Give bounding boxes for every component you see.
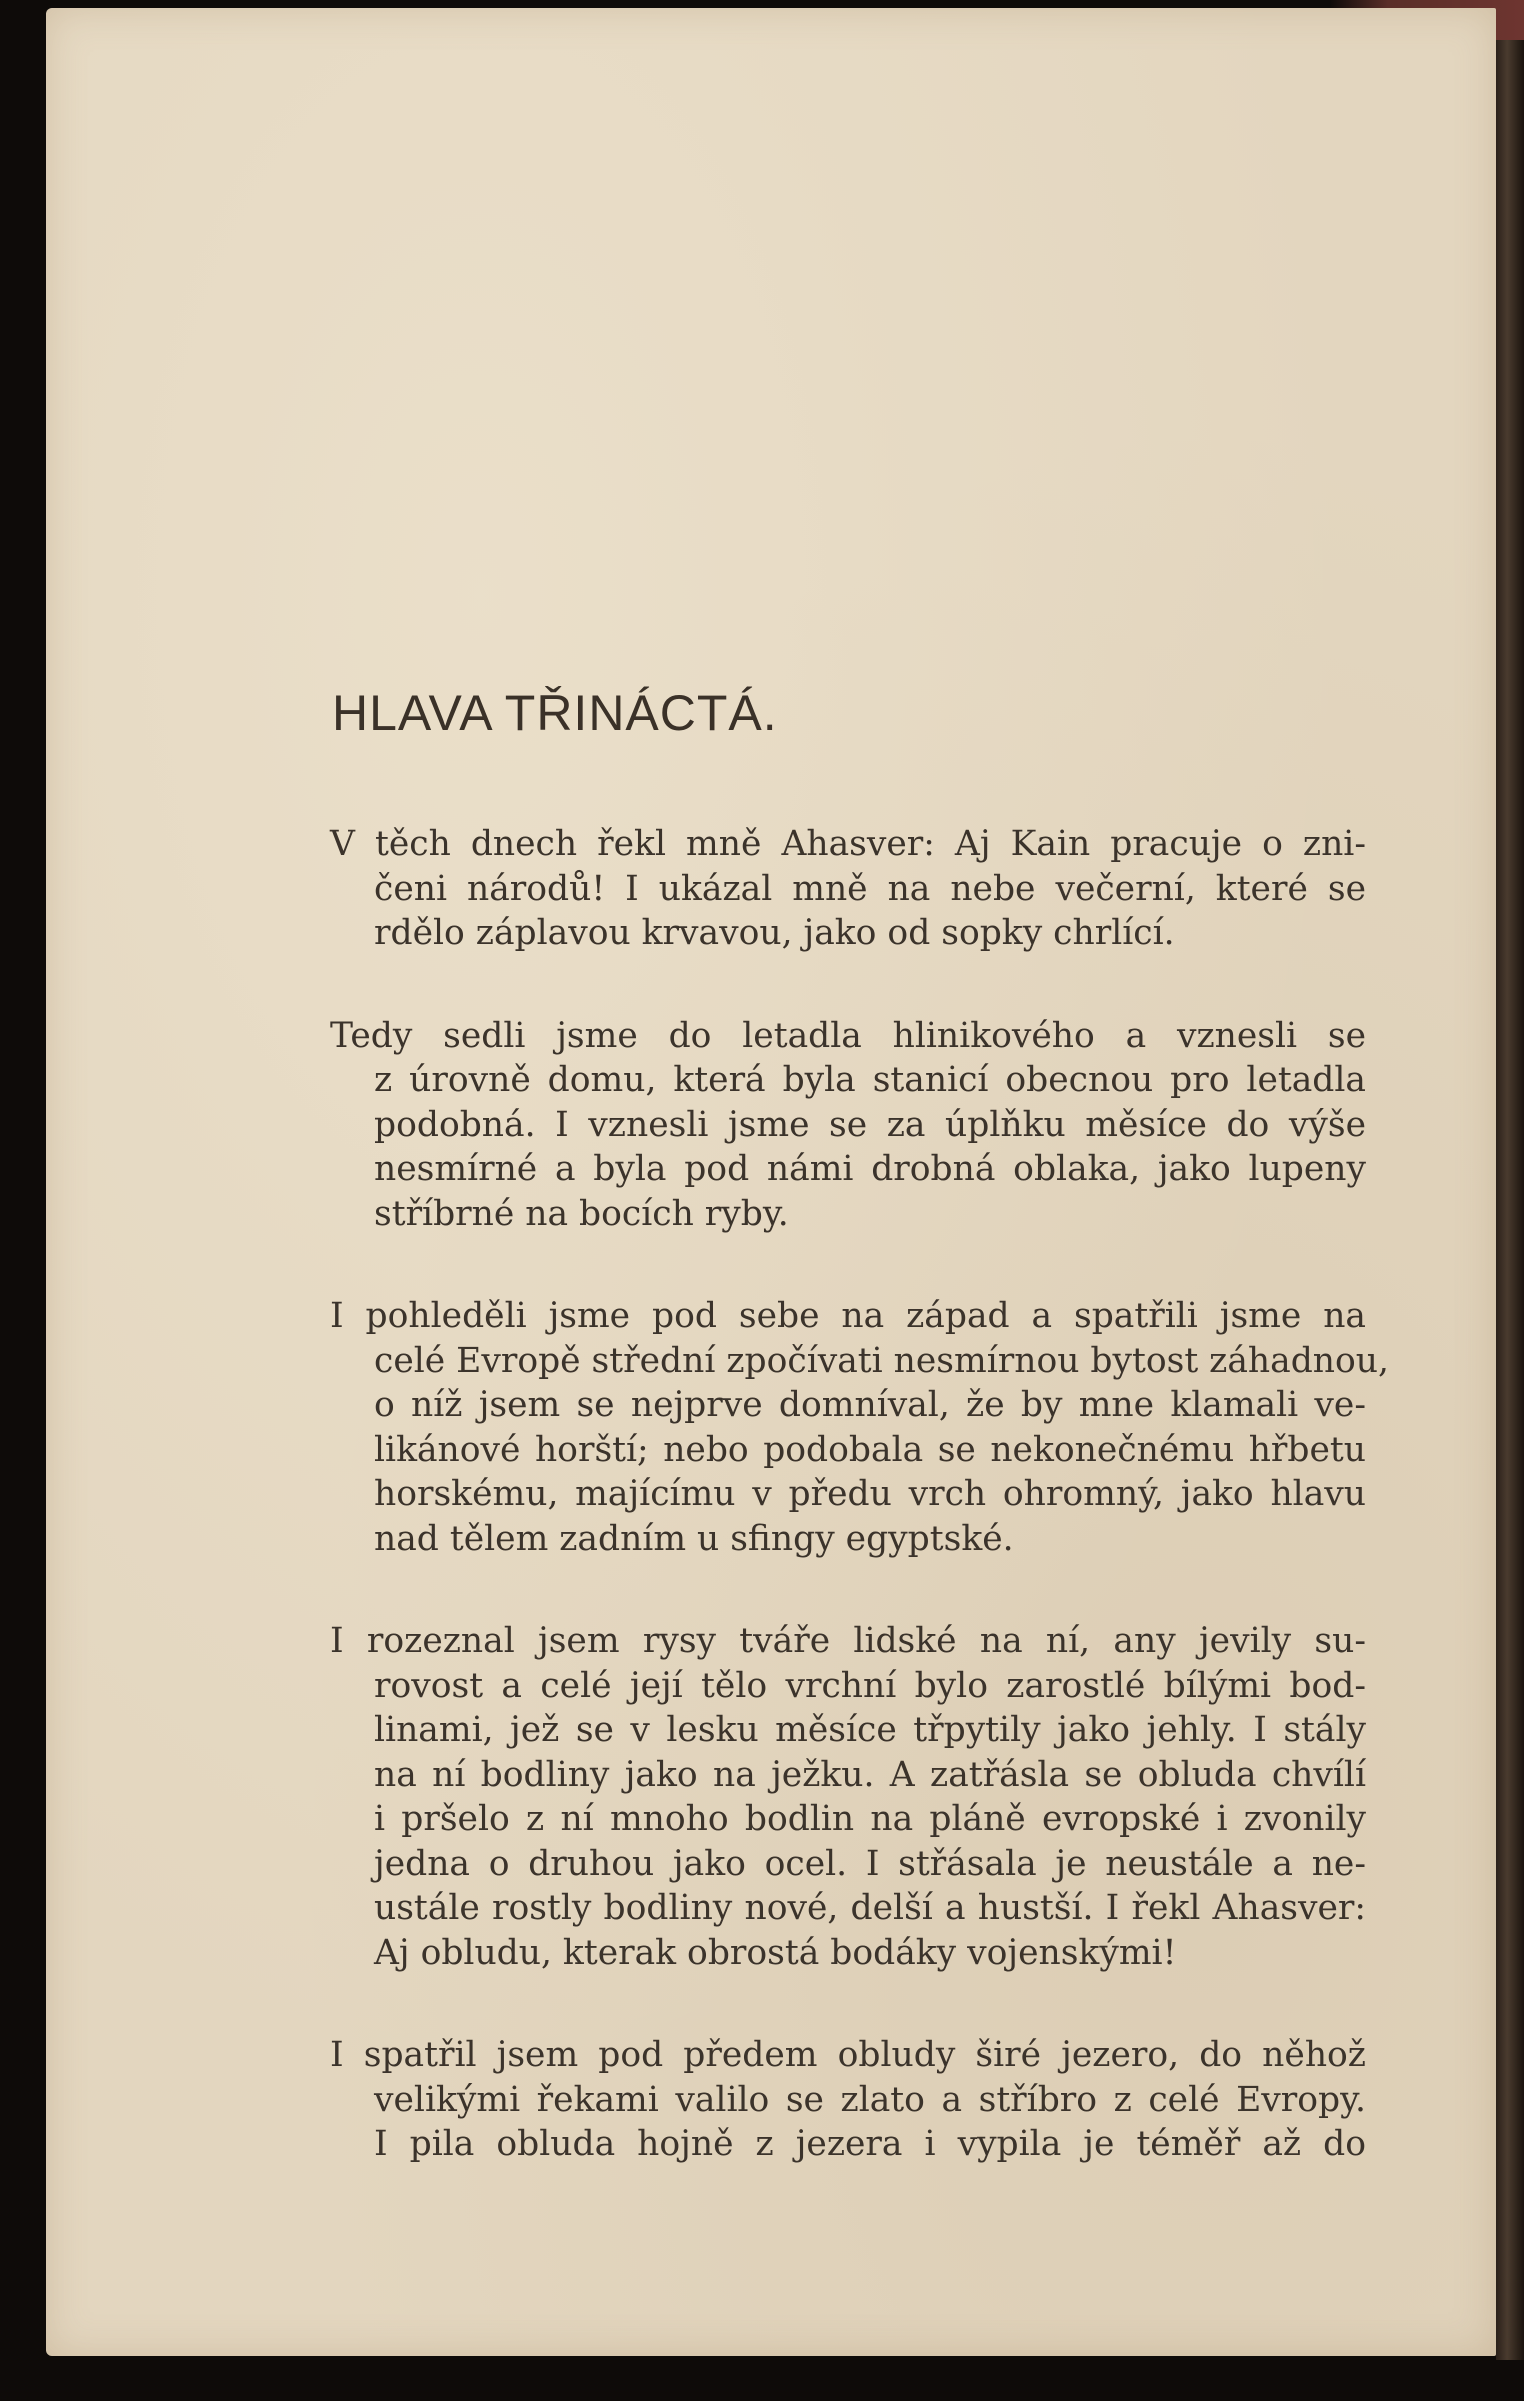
text-line: celé Evropě střední zpočívati nesmírnou bytost záhadnou,: [374, 1340, 1389, 1381]
text-line: I spatřil jsem pod předem obludy širé jezero, do něhož: [330, 2035, 1366, 2075]
text-line: nad tělem zadním u sfingy egyptské.: [374, 1518, 1014, 1559]
chapter-heading: HLAVA TŘINÁCTÁ.: [332, 685, 778, 741]
paragraph-5: [330, 2033, 1366, 2167]
paragraph-1: [330, 822, 1366, 956]
text-line: I pohleděli jsme pod sebe na západ a spatřili jsme na: [330, 1296, 1366, 1336]
text-line: Aj obludu, kterak obrostá bodáky vojenskými!: [374, 1932, 1177, 1973]
text-line: V těch dnech řekl mně Ahasver: Aj Kain pracuje o zni-: [330, 824, 1366, 864]
text-line: Tedy sedli jsme do letadla hlinikového a vznesli se: [330, 1015, 1366, 1056]
text-line: velikými řekami valilo se zlato a stříbro z celé Evropy.: [374, 2079, 1366, 2120]
text-line: rdělo záplavou krvavou, jako od sopky chrlící.: [374, 913, 1175, 953]
text-line: na ní bodliny jako na ježku. A zatřásla se obluda chvílí: [374, 1754, 1366, 1795]
text-line: rovost a celé její tělo vrchní bylo zarostlé bílými bod-: [374, 1665, 1366, 1706]
text-line: I rozeznal jsem rysy tváře lidské na ní, any jevily su-: [330, 1621, 1366, 1661]
paragraph-2: [330, 1014, 1366, 1237]
text-line: podobná. I vznesli jsme se za úplňku měsíce do výše: [374, 1104, 1366, 1145]
text-line: I pila obluda hojně z jezera i vypila je téměř až do: [374, 2124, 1366, 2164]
text-line: o níž jsem se nejprve domníval, že by mne klamali ve-: [374, 1385, 1366, 1425]
paragraph-4: [330, 1619, 1366, 1975]
text-line: linami, jež se v lesku měsíce třpytily jako jehly. I stály: [374, 1710, 1366, 1750]
paragraph-3: [330, 1294, 1389, 1561]
text-line: jedna o druhou jako ocel. I střásala je neustále a ne-: [374, 1843, 1366, 1884]
text-line: i pršelo z ní mnoho bodlin na pláně evropské i zvonily: [374, 1799, 1366, 1839]
chapter-body: [330, 822, 1389, 2225]
book-spine-edge: [1496, 40, 1524, 2360]
text-line: stříbrné na bocích ryby.: [374, 1193, 789, 1234]
text-line: ustále rostly bodliny nové, delší a hustší. I řekl Ahasver:: [374, 1888, 1366, 1928]
text-line: čeni národů! I ukázal mně na nebe večerní, které se: [374, 868, 1366, 909]
text-line: z úrovně domu, která byla stanicí obecnou pro letadla: [374, 1060, 1366, 1100]
text-line: nesmírné a byla pod námi drobná oblaka, jako lupeny: [374, 1149, 1366, 1189]
text-line: horskému, majícímu v předu vrch ohromný, jako hlavu: [374, 1474, 1366, 1514]
text-line: likánové horští; nebo podobala se nekonečnému hřbetu: [374, 1429, 1366, 1470]
